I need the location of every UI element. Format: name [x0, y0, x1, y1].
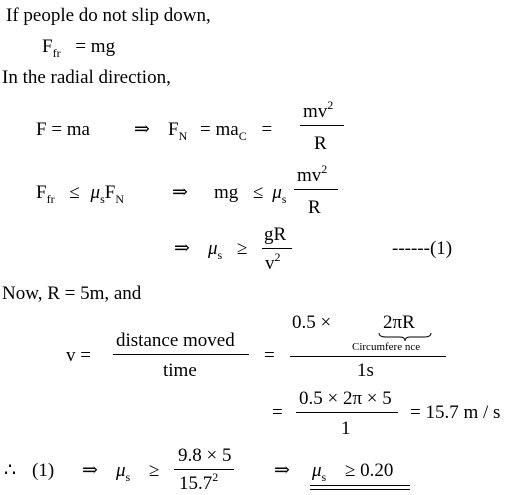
fraction-3-bar — [262, 248, 292, 249]
fraction-2-numerator: $mv^2$ — [297, 162, 328, 186]
fraction-7-denominator: 15.7$^2$ — [179, 470, 219, 494]
final-answer: $\mu_s \ge 0.20$ — [312, 460, 394, 484]
mu-substitution: $\mu_s$ ≥ — [116, 460, 160, 484]
fraction-1-denominator: R — [314, 133, 327, 154]
fraction-2-bar — [294, 189, 338, 190]
fraction-1-numerator: $mv^2$ — [303, 98, 334, 122]
friction-symbol: F — [42, 36, 53, 57]
fraction-3-numerator: gR — [264, 224, 287, 245]
equals-2: = — [264, 345, 275, 366]
mg-inequality: mg ≤ $\mu_s$ — [214, 182, 287, 206]
intro-text: If people do not slip down, — [6, 5, 211, 26]
fraction-7-bar — [174, 469, 234, 470]
fraction-4-numerator: distance moved — [116, 330, 235, 351]
friction-rhs: = mg — [75, 36, 116, 57]
circumference-label: Circumfere nce — [352, 341, 421, 353]
fraction-5-bar — [290, 356, 446, 357]
implies-arrow-5: ⇒ — [274, 460, 290, 481]
final-underline-1 — [310, 485, 410, 486]
fraction-6-denominator: 1 — [341, 418, 351, 439]
final-underline-2 — [310, 489, 410, 490]
fraction-2-denominator: R — [308, 197, 321, 218]
friction-inequality: $F_{fr} \le \mu_sF_N$ — [36, 182, 124, 206]
fraction-6-numerator: 0.5 × 2π × 5 — [299, 388, 392, 409]
fraction-3-denominator: $v^2$ — [265, 250, 281, 274]
newton-equation: F = ma — [36, 119, 90, 140]
fraction-6-bar — [296, 412, 398, 413]
two-pi-r: 2πR — [383, 312, 415, 333]
equation-1-ref: (1) — [32, 460, 55, 481]
velocity-lhs: v = — [66, 345, 91, 366]
friction-equation — [42, 36, 116, 60]
normal-force-equation — [168, 119, 273, 143]
equation-reference: ------(1) — [392, 238, 453, 259]
normal-force-equals: = — [261, 119, 273, 140]
implies-arrow-4: ⇒ — [82, 460, 98, 481]
centripetal-subscript: C — [238, 129, 247, 143]
equals-3: = — [272, 402, 283, 423]
normal-force-symbol: F — [168, 119, 179, 140]
therefore-symbol: ∴ — [4, 460, 17, 481]
fraction-5-denominator: 1s — [357, 360, 374, 381]
mu-result: $\mu_s$ ≥ — [208, 238, 248, 262]
velocity-result: = 15.7 m / s — [410, 402, 501, 423]
implies-arrow-2: ⇒ — [172, 182, 188, 203]
fraction-4-bar — [113, 354, 249, 355]
radial-text: In the radial direction, — [2, 67, 171, 88]
now-statement: Now, R = 5m, and — [2, 283, 142, 304]
fraction-1-bar — [300, 125, 344, 126]
fraction-7-numerator: 9.8 × 5 — [178, 445, 232, 466]
fraction-4-denominator: time — [163, 360, 197, 381]
normal-force-mid: = ma — [200, 119, 239, 140]
implies-arrow-3: ⇒ — [174, 238, 190, 259]
implies-arrow-1: ⇒ — [134, 119, 150, 140]
numerator-half: 0.5 × — [292, 312, 332, 333]
mu-symbol: μ — [90, 182, 101, 203]
normal-force-subscript: N — [178, 129, 188, 143]
friction-subscript: fr — [52, 46, 61, 60]
